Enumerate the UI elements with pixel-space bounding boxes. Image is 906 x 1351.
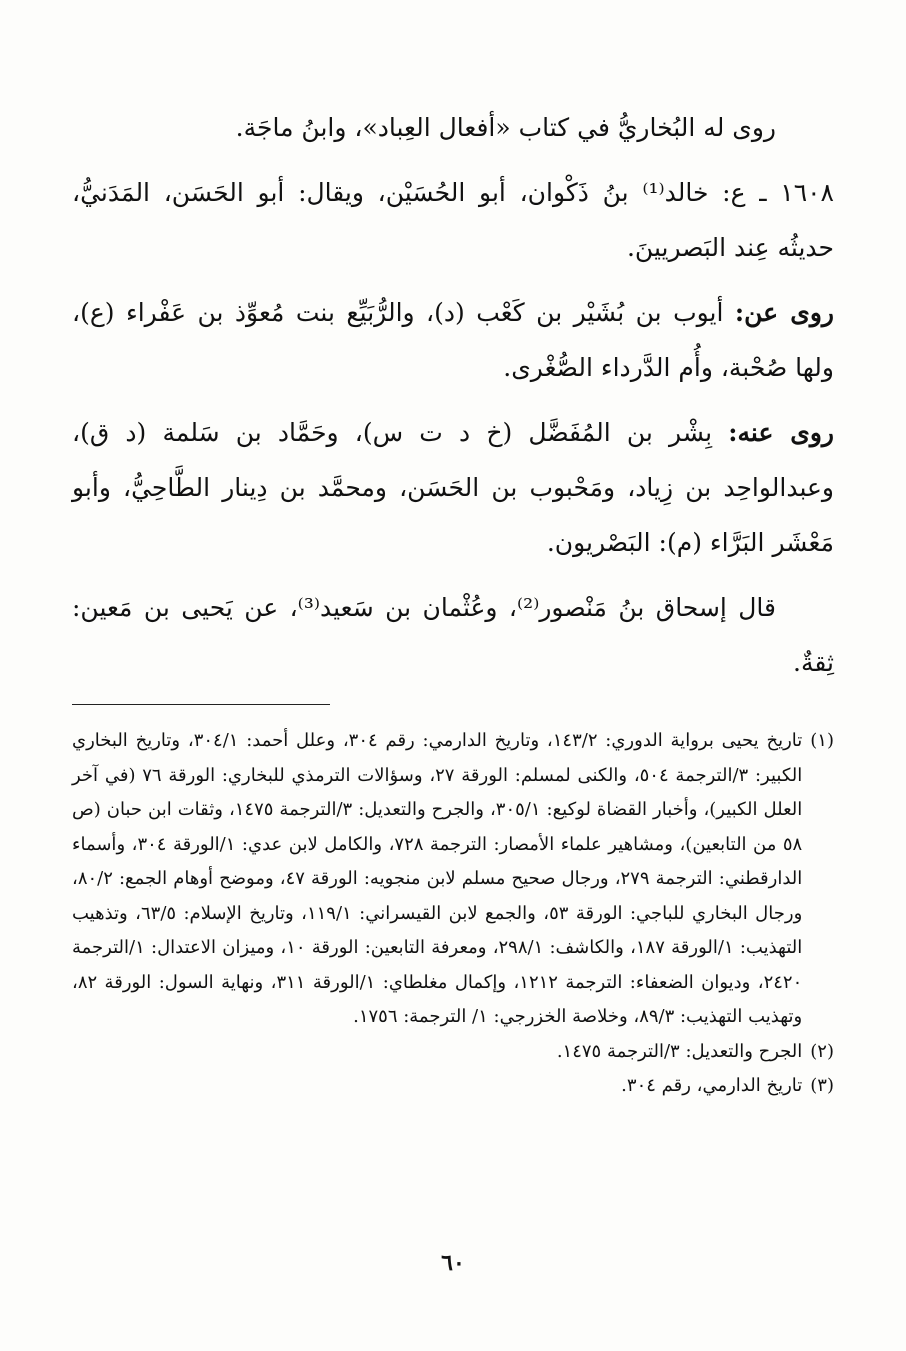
paragraph-narrated-by — [72, 405, 834, 570]
footnote-number: (٢) — [810, 1040, 834, 1062]
paragraph-verdict — [72, 580, 834, 690]
footnote-text: تاريخ يحيى برواية الدوري: ١٤٣/٢، وتاريخ الدارمي: رقم ٣٠٤، وعلل أحمد: ٣٠٤/١، وتاريخ البخاري الكبير: ٣/الترجمة ٥٠٤، والكنى لمسلم: الورقة ٢٧، وسؤالات الترمذي للبخاري: الورقة ٧٦ (في آخر العلل الكبير)، وأخبار القضاة لوكيع: ٣٠٥/١، والجرح والتعديل: ٣/الترجمة ١٤٧٥، وثقات ابن حبان (ص ٥٨ من التابعين)، ومشاهير علماء الأمصار: الترجمة ٧٢٨، والكامل لابن عدي: ١/الورقة ٣٠٤، وأسماء الدارقطني: الترجمة ٢٧٩، ورجال صحيح مسلم لابن منجويه: الورقة ٤٧، وموضح أوهام الجمع: ٨٠/٢، ورجال البخاري للباجي: الورقة ٥٣، والجمع لابن القيسراني: ١١٩/١، وتاريخ الإسلام: ٦٣/٥، وتذهيب التهذيب: ١/الورقة ١٨٧، والكاشف: ٢٩٨/١، ومعرفة التابعين: الورقة ١٠، وميزان الاعتدال: ١/الترجمة ٢٤٢٠، وديوان الضعفاء: الترجمة ١٢١٢، وإكمال مغلطاي: ١/الورقة ٣١١، ونهاية السول: الورقة ٨٢، وتهذيب التهذيب: ٨٩/٣، وخلاصة الخزرجي: ١/ الترجمة: ١٧٥٦. — [72, 730, 803, 1027]
page-number: ٦٠ — [441, 1250, 465, 1276]
paragraph-entry-1608 — [72, 165, 834, 275]
footnote-1 — [72, 724, 834, 1035]
narrated-by-label: روى عنه: — [728, 418, 835, 447]
narrated-by-text: بِشْر بن المُفَضَّل (خ د ت س)، وحَمَّاد بن سَلمة (د ق)، وعبدالواحِد بن زِياد، ومَحْبوب بن الحَسَن، ومحمَّد بن دِينار الطَّاحِيُّ، وأبو مَعْشَر البَرَّاء (م): البَصْريون. — [72, 418, 834, 557]
narrated-from-label: روى عن: — [734, 298, 835, 327]
footnote-2 — [72, 1035, 834, 1070]
footnote-text: تاريخ الدارمي، رقم ٣٠٤. — [621, 1075, 803, 1096]
footnote-text: الجرح والتعديل: ٣/الترجمة ١٤٧٥. — [556, 1040, 803, 1062]
narrated-from-text: أيوب بن بُشَيْر بن كَعْب (د)، والرُّبَيِّع بنت مُعوِّذ بن عَفْراء (ع)، ولها صُحْبة، وأُم الدَّرداء الصُّغْرى. — [72, 298, 834, 382]
verdict-text: قال إسحاق بنُ مَنْصور⁽²⁾، وعُثْمان بن سَعيد⁽³⁾، عن يَحيى بن مَعين: ثِقةٌ. — [72, 593, 834, 677]
main-text — [72, 100, 834, 700]
entry-text: ١٦٠٨ ـ ع: خالد⁽¹⁾ بنُ ذَكْوان، أبو الحُسَيْن، ويقال: أبو الحَسَن، المَدَنيُّ، حديثُه عِند البَصريينَ. — [72, 178, 834, 262]
footnotes — [72, 724, 834, 1104]
footnote-number: (١) — [810, 730, 834, 751]
footnote-3 — [72, 1069, 834, 1104]
footnote-separator — [72, 704, 330, 705]
paragraph-narrated-from — [72, 285, 834, 395]
footnote-number: (٣) — [810, 1075, 834, 1096]
paragraph-bukhari: روى له البُخاريُّ في كتاب «أفعال العِباد»، وابنُ ماجَة. — [235, 113, 776, 142]
